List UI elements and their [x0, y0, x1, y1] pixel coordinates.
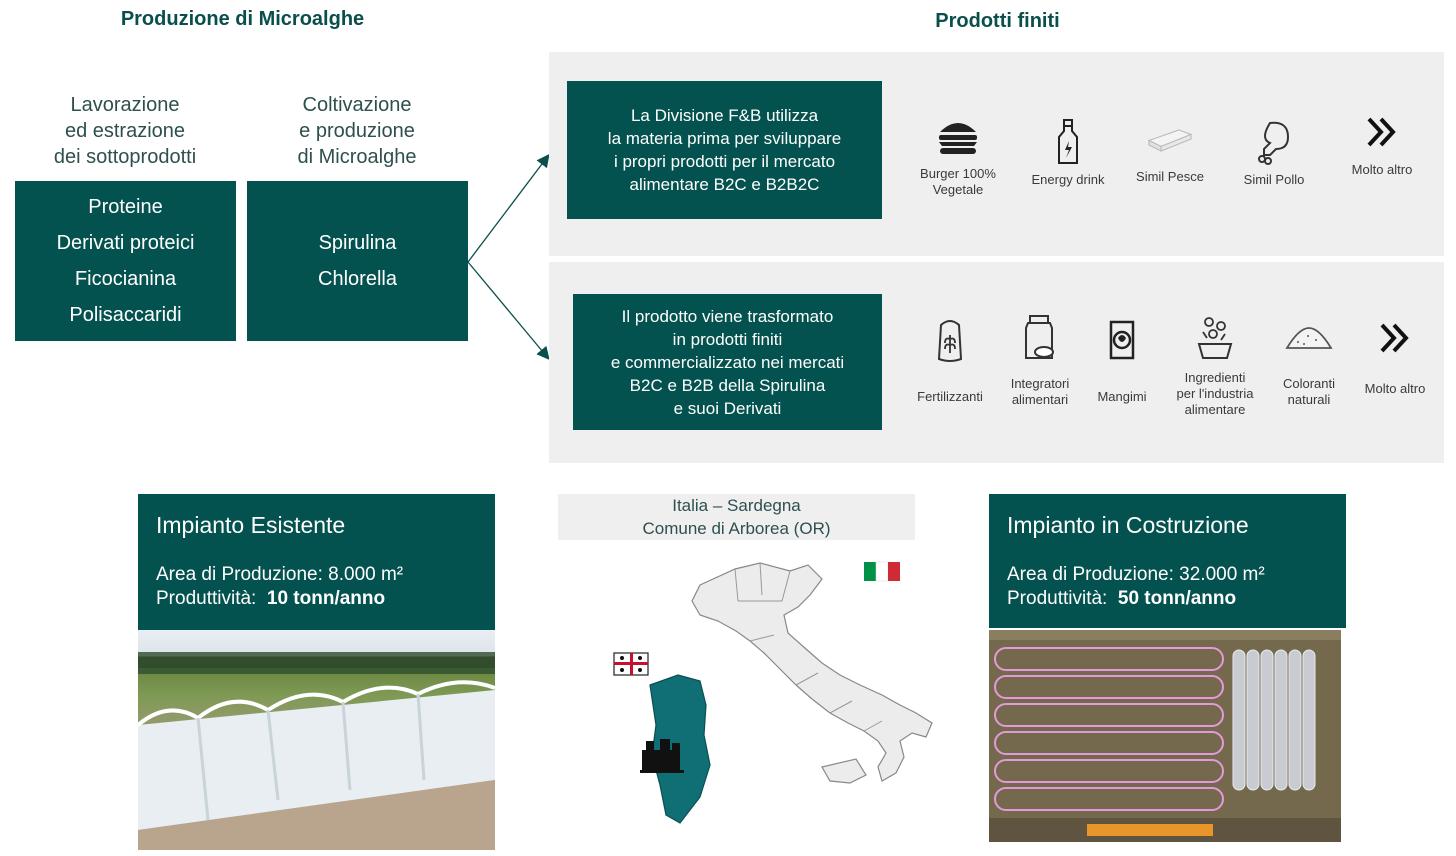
production-header: Produzione di Microalghe — [120, 8, 365, 30]
construction-plant-aerial — [989, 630, 1341, 842]
cultivation-heading: Coltivazione e produzione di Microalghe — [297, 94, 417, 168]
spirulina-division-text: Il prodotto viene trasformato in prodotti finiti e commercializzato nei mercati B2C e B2B della Spirulina e suoi Derivati — [573, 294, 882, 430]
product-fertilizzanti — [905, 315, 995, 405]
finished-products-header: Prodotti finiti — [935, 10, 1060, 32]
bottle-icon — [1044, 118, 1092, 166]
product-simil-pollo — [1224, 118, 1324, 188]
product-label: Coloranti naturali — [1282, 376, 1336, 407]
product-ingredienti — [1165, 312, 1265, 418]
italy-flag-icon — [864, 562, 900, 581]
chicken-leg-icon — [1250, 118, 1298, 166]
byproduct-item: Ficocianina — [74, 268, 177, 290]
feed-bag-icon — [1098, 315, 1146, 365]
product-mangimi — [1077, 315, 1167, 405]
construction-plant-card — [989, 494, 1346, 628]
product-coloranti — [1264, 312, 1354, 408]
product-burger — [908, 112, 1008, 198]
microalgae-box — [247, 181, 468, 341]
fb-division-text: La Divisione F&B utilizza la materia prima per sviluppare i propri prodotti per il mercato alimentare B2C e B2B2C — [567, 81, 882, 219]
italy-map — [560, 545, 960, 845]
productivity-value: 10 tonn/anno — [266, 588, 386, 609]
existing-plant-productivity — [156, 587, 477, 611]
product-label: Simil Pesce — [1136, 169, 1204, 184]
product-energy-drink — [1018, 118, 1118, 188]
product-label: Integratori alimentari — [1010, 376, 1070, 407]
productivity-label: Produttività: — [1007, 588, 1108, 609]
byproduct-item: Proteine — [88, 196, 163, 218]
productivity-value: 50 tonn/anno — [1117, 588, 1237, 609]
existing-plant-title: Impianto Esistente — [156, 512, 346, 538]
product-label: Burger 100% Vegetale — [920, 166, 996, 197]
product-label: Ingredienti per l'industria alimentare — [1176, 370, 1254, 417]
byproducts-box — [15, 181, 236, 341]
arrow-down — [468, 262, 548, 358]
microalgae-item: Spirulina — [318, 232, 397, 254]
double-chevron-icon — [1358, 108, 1406, 156]
existing-plant-card — [138, 494, 495, 630]
more-products-top[interactable] — [1332, 108, 1432, 178]
powder-pile-icon — [1285, 312, 1333, 362]
fish-block-icon — [1146, 115, 1194, 163]
fertilizer-bag-icon — [926, 315, 974, 365]
productivity-label: Produttività: — [156, 588, 257, 609]
split-arrows — [466, 150, 556, 365]
arrow-up — [468, 156, 548, 262]
product-simil-pesce — [1120, 115, 1220, 185]
product-label: Molto altro — [1351, 162, 1413, 177]
construction-plant-title: Impianto in Costruzione — [1007, 512, 1249, 538]
double-chevron-icon — [1371, 315, 1419, 361]
byproduct-item: Polisaccaridi — [69, 304, 182, 326]
product-label: Simil Pollo — [1243, 172, 1305, 187]
construction-plant-productivity — [1007, 587, 1328, 611]
product-label: Fertilizzanti — [917, 389, 983, 404]
existing-plant-area: Area di Produzione: 8.000 m² — [156, 564, 404, 585]
more-products-bottom[interactable] — [1350, 315, 1440, 397]
microalgae-item: Chlorella — [318, 268, 397, 290]
byproduct-item: Derivati proteici — [56, 232, 195, 254]
ingredients-bowl-icon — [1191, 312, 1239, 362]
product-label: Mangimi — [1097, 389, 1147, 404]
product-integratori — [995, 312, 1085, 408]
sardinia-flag-icon — [614, 653, 648, 675]
location-label: Italia – Sardegna Comune di Arborea (OR) — [558, 494, 915, 540]
factory-icon — [640, 739, 684, 773]
construction-plant-area: Area di Produzione: 32.000 m² — [1007, 564, 1265, 585]
supplement-jar-icon — [1016, 312, 1064, 362]
existing-plant-photo — [138, 630, 495, 850]
product-label: Energy drink — [1031, 172, 1105, 187]
burger-icon — [934, 112, 982, 160]
product-label: Molto altro — [1364, 381, 1426, 396]
processing-heading: Lavorazione ed estrazione dei sottoprodotti — [53, 94, 197, 168]
